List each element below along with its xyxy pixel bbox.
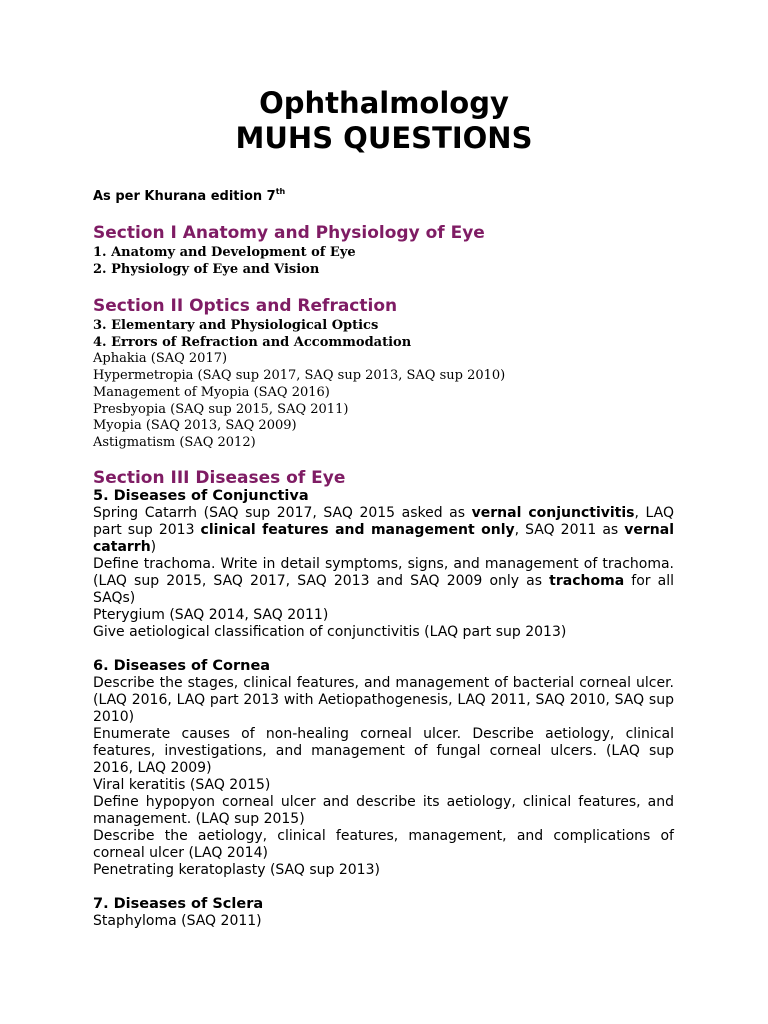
edition-text: As per Khurana edition 7 xyxy=(93,189,276,204)
edition-superscript: th xyxy=(275,187,286,196)
document-title: Ophthalmology xyxy=(259,86,509,120)
section-2-heading: Section II Optics and Refraction xyxy=(93,296,398,316)
question-text: , SAQ 2011 as xyxy=(514,522,625,538)
spacer xyxy=(93,641,674,658)
question-text: Spring Catarrh (SAQ sup 2017, SAQ 2015 asked as xyxy=(93,505,472,521)
section-2-list xyxy=(93,318,505,452)
question-item: Give aetiological classification of conjunctivitis (LAQ part sup 2013) xyxy=(93,624,567,640)
question-emphasis: vernal catarrh xyxy=(93,522,675,555)
chapter-2: 2. Physiology of Eye and Vision xyxy=(93,261,320,277)
question-text: ) xyxy=(150,539,157,555)
question-item: Aphakia (SAQ 2017) xyxy=(93,351,228,367)
chapter-3: 3. Elementary and Physiological Optics xyxy=(93,318,379,333)
section-3-body xyxy=(93,488,674,930)
question-item: Staphyloma (SAQ 2011) xyxy=(93,913,262,929)
chapter-7-title: 7. Diseases of Sclera xyxy=(93,896,264,912)
edition-note xyxy=(93,188,285,206)
chapter-1: 1. Anatomy and Development of Eye xyxy=(93,245,356,260)
question-item: Enumerate causes of non-healing corneal ulcer. Describe aetiology, clinical features, investigations, and management of fungal corneal ulcers. (LAQ sup 2016, LAQ 2009) xyxy=(93,726,674,776)
section-1-list xyxy=(93,245,356,278)
chapter-4: 4. Errors of Refraction and Accommodation xyxy=(93,334,412,350)
question-text: for all SAQs) xyxy=(93,573,674,606)
spacer xyxy=(93,879,674,896)
question-emphasis: trachoma xyxy=(549,573,625,589)
question-item: Describe the stages, clinical features, and management of bacterial corneal ulcer. (LAQ 2016, LAQ part 2013 with Aetiopathogenesis, LAQ 2011, SAQ 2010, SAQ sup 2010) xyxy=(93,675,674,725)
question-item xyxy=(93,505,674,556)
document-subtitle: MUHS QUESTIONS xyxy=(235,121,533,155)
question-item: Presbyopia (SAQ sup 2015, SAQ 2011) xyxy=(93,401,349,417)
question-item: Myopia (SAQ 2013, SAQ 2009) xyxy=(93,418,297,434)
section-1-heading: Section I Anatomy and Physiology of Eye xyxy=(93,223,485,243)
question-text: Define trachoma. Write in detail symptoms, signs, and management of trachoma. (LAQ sup 2015, SAQ 2017, SAQ 2013 and SAQ 2009 only as xyxy=(93,556,674,589)
question-item: Astigmatism (SAQ 2012) xyxy=(93,434,256,450)
question-item: Management of Myopia (SAQ 2016) xyxy=(93,384,330,400)
question-item: Pterygium (SAQ 2014, SAQ 2011) xyxy=(93,607,329,623)
question-item: Penetrating keratoplasty (SAQ sup 2013) xyxy=(93,862,380,878)
question-emphasis: clinical features and management only xyxy=(200,522,515,538)
question-item xyxy=(93,556,674,607)
question-emphasis: vernal conjunctivitis xyxy=(471,505,635,521)
section-3-heading: Section III Diseases of Eye xyxy=(93,468,346,488)
question-text: , LAQ part sup 2013 xyxy=(93,505,674,538)
question-item: Define hypopyon corneal ulcer and describe its aetiology, clinical features, and management. (LAQ sup 2015) xyxy=(93,794,674,827)
chapter-5-title: 5. Diseases of Conjunctiva xyxy=(93,488,309,504)
question-item: Hypermetropia (SAQ sup 2017, SAQ sup 2013, SAQ sup 2010) xyxy=(93,368,506,384)
question-item: Viral keratitis (SAQ 2015) xyxy=(93,777,271,793)
chapter-6-title: 6. Diseases of Cornea xyxy=(93,658,271,674)
question-item: Describe the aetiology, clinical features, management, and complications of corneal ulcer (LAQ 2014) xyxy=(93,828,674,861)
